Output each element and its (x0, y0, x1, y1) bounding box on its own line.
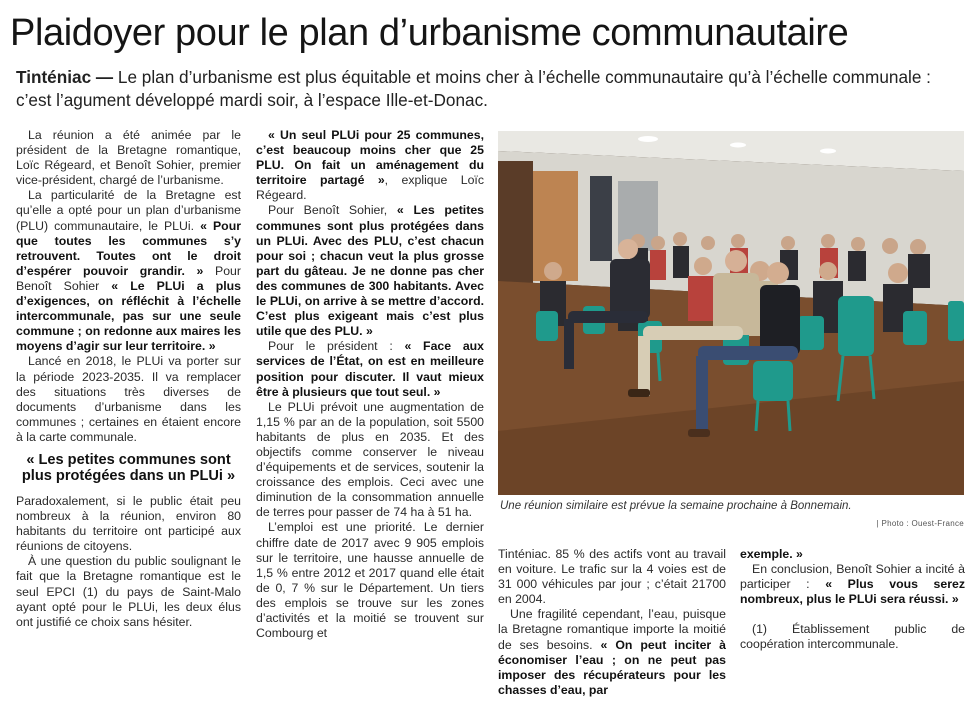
paragraph: Tinténiac. 85 % des actifs vont au travail en voiture. Le trafic sur la 4 voies est de 31 000 véhicules par jour ; c’était 21700 en 2004. (498, 547, 726, 607)
paragraph (256, 339, 484, 399)
text-run: , explique Loïc Régeard. (256, 173, 484, 203)
article-subhead: « Les petites communes sont plus protégées dans un PLUi » (21, 451, 236, 485)
paragraph (498, 607, 726, 698)
lead-text: Le plan d’urbanisme est plus équitable et moins cher à l’échelle communautaire qu’à l’échelle communale : c’est l’agument développé mardi soir, à l’espace Ille-et-Donac. (16, 67, 931, 110)
article-lead (16, 66, 961, 112)
column-3 (498, 547, 726, 698)
text-run: En conclusion, Benoît Sohier a incité à participer : (740, 562, 965, 592)
paragraph: La réunion a été animée par le président de la Bretagne romantique, Loïc Régeard, et Benoît Sohier, premier vice-président, chargé de l’urbanisme. (16, 128, 241, 188)
column-2 (256, 128, 484, 641)
paragraph (256, 203, 484, 339)
paragraph (740, 562, 965, 607)
lead-place: Tinténiac — (16, 67, 114, 87)
paragraph: L’emploi est une priorité. Le dernier chiffre date de 2017 avec 9 905 emplois sur le territoire, une hausse annuelle de 1,5 % entre 2012 et 2017 quand elle était de 0, 7 % sur le Département. Un tiers des emplois se trouve sur les zones d’activités et la moitié se trouvent sur Combourg et (256, 520, 484, 641)
paragraph: Paradoxalement, si le public était peu nombreux à la réunion, environ 80 habitants du territoire ont participé aux réunions de citoyens. (16, 493, 241, 554)
quote-bold: « Pour que toutes les communes s’y retrouvent. Toutes ont le droit d’espérer pouvoir grandir. » (16, 218, 241, 278)
meeting-photo-illustration (498, 131, 964, 495)
quote-bold: exemple. » (740, 547, 803, 561)
text-run: La particularité de la Bretagne est qu’elle a opté pour un plan d’urbanisme (PLU) communautaire, le PLUi. (16, 188, 241, 233)
paragraph: Le PLUi prévoit une augmentation de 1,15 % par an de la population, soit 5500 habitants de plus en 2035. Et des objectifs comme conserver le niveau d’équipements et de services, soutenir la croissance des emplois. Ceci avec une diminution de la consommation annuelle de terres pour passer de 74 ha à 51 ha. (256, 399, 484, 520)
column-4 (740, 547, 965, 653)
text-run: Pour Benoît Sohier (16, 263, 241, 293)
quote-bold: « On peut inciter à économiser l’eau ; on ne peut pas imposer des récupérateurs pour les chasses d’eau, par (498, 637, 726, 697)
paragraph (740, 547, 965, 562)
text-run: Pour Benoît Sohier, (268, 203, 397, 218)
meeting-photo (498, 131, 964, 495)
article-headline: Plaidoyer pour le plan d’urbanisme communautaire (10, 12, 849, 54)
footnote: (1) Établissement public de coopération intercommunale. (740, 622, 965, 652)
column-1 (16, 128, 241, 630)
paragraph: Lancé en 2018, le PLUi va porter sur la période 2023-2035. Il va remplacer des situations très diverses de documents d’urbanisme dans les communes ; certaines en étaient encore à la carte communale. (16, 354, 241, 444)
photo-credit: | Photo : Ouest-France (876, 519, 964, 528)
quote-bold: « Plus vous serez nombreux, plus le PLUi sera réussi. » (740, 577, 965, 607)
quote-bold: « Le PLUi a plus d’exigences, on réfléchit à l’échelle intercommunale, pas sur une seule commune ; on redonne aux maires les moyens d’agir sur leur territoire. » (16, 278, 241, 354)
text-run: Une fragilité cependant, l’eau, puisque la Bretagne romantique importe la moitié de ses besoins. (498, 607, 726, 652)
quote-bold: « Les petites communes sont plus protégées dans un PLUi. Avec des PLU, c’est chacun pour soi ; chacun veut la plus grosse part du gâteau. Je ne donne pas cher des communes de 300 habitants. Avec le PLUi, on arrive à se mettre d’accord. C’est plus exigeant mais c’est plus utile que des PLU. » (256, 203, 484, 339)
paragraph: À une question du public soulignant le fait que la Bretagne romantique est le seul EPCI (1) du pays de Saint-Malo ayant opté pour le PLUi, les deux élus ont justifié ce choix sans hésiter. (16, 554, 241, 629)
paragraph (16, 188, 241, 354)
text-run: Pour le président : (268, 339, 405, 354)
paragraph (256, 128, 484, 203)
quote-bold: « Un seul PLUi pour 25 communes, c’est beaucoup moins cher que 25 PLU. On fait un aménagement du territoire partagé » (256, 128, 484, 188)
quote-bold: « Face aux services de l’État, on est en meilleure position pour discuter. Il vaut mieux être à plusieurs que tout seul. » (256, 339, 485, 399)
photo-caption: Une réunion similaire est prévue la semaine prochaine à Bonnemain. (500, 500, 852, 512)
